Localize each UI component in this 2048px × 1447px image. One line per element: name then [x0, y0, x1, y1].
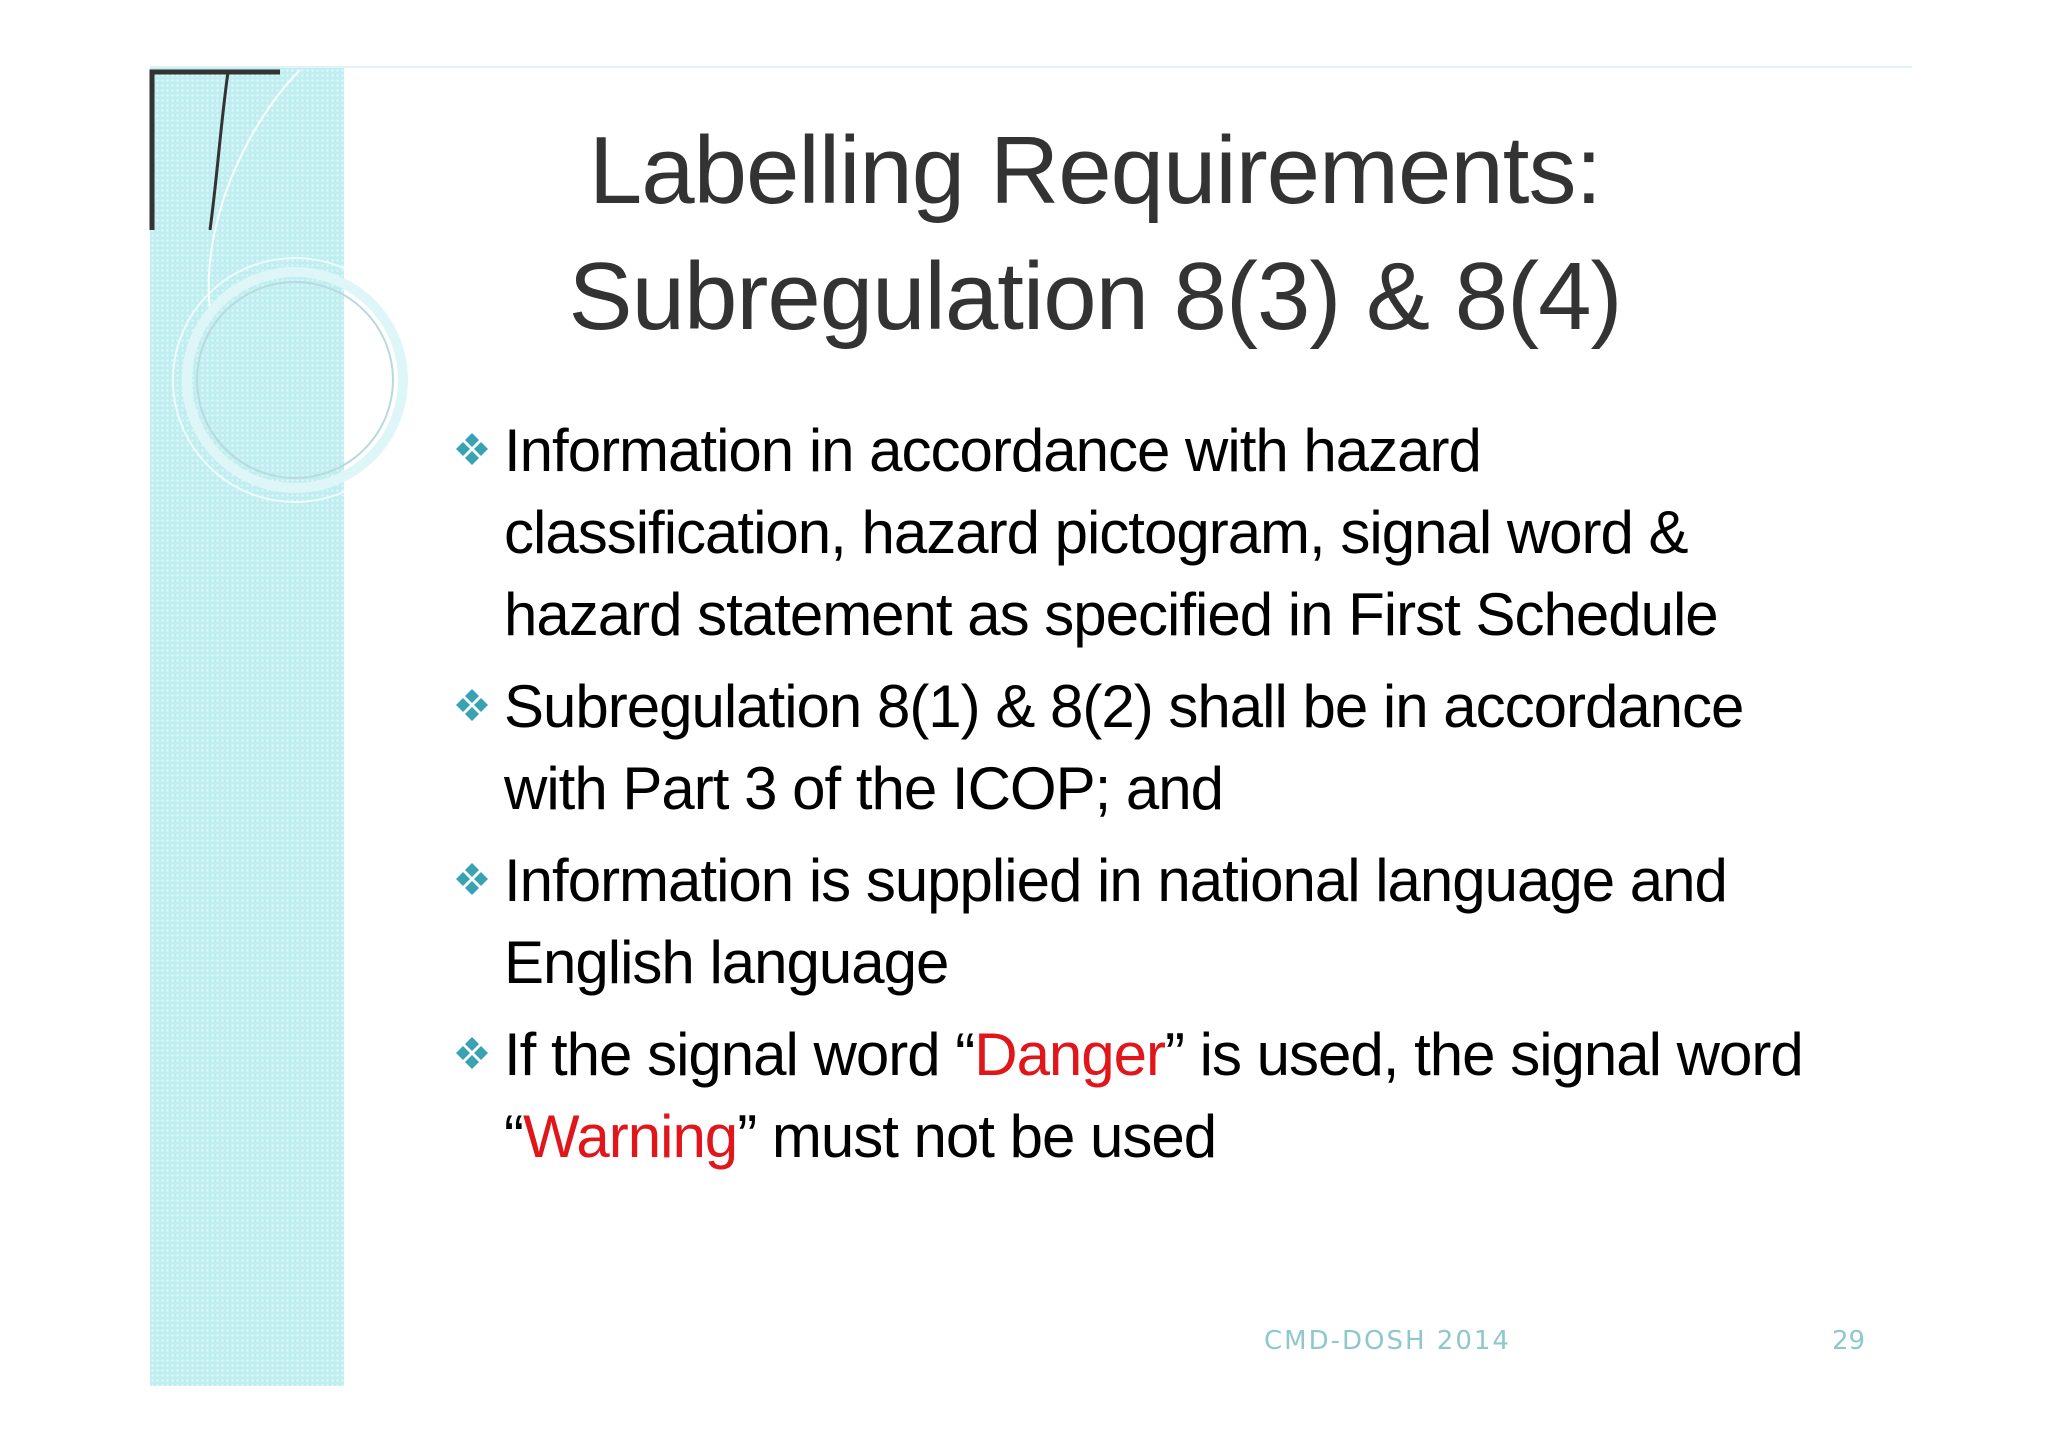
four-diamond-bullet-icon — [452, 429, 492, 469]
four-diamond-bullet-icon — [452, 1033, 492, 1073]
top-divider-line — [150, 66, 1912, 68]
warning-signal-word: Warning — [522, 1103, 738, 1170]
bullet-item — [452, 666, 1812, 830]
page-number: 29 — [1832, 1326, 1866, 1356]
footer-text: CMD-DOSH 2014 — [1264, 1326, 1511, 1356]
bullet-text-part: If the signal word “ — [504, 1021, 975, 1088]
bullet-text-part: ” is used, the signal word “ — [504, 1021, 1803, 1170]
corner-decoration — [140, 60, 360, 500]
bullet-text: Information is supplied in national language and English language — [504, 847, 1727, 996]
danger-signal-word: Danger — [974, 1021, 1166, 1088]
title-line-2: Subregulation 8(3) & 8(4) — [568, 243, 1622, 350]
four-diamond-bullet-icon — [452, 685, 492, 725]
bullet-text: Subregulation 8(1) & 8(2) shall be in accordance with Part 3 of the ICOP; and — [504, 673, 1744, 822]
bullet-text: Information in accordance with hazard classification, hazard pictogram, signal word & hazard statement as specified in First Schedule — [504, 417, 1718, 648]
bullet-item — [452, 840, 1812, 1004]
bullet-item — [452, 1014, 1812, 1178]
bullet-list — [452, 410, 1812, 1188]
slide-title — [430, 108, 1760, 360]
title-line-1: Labelling Requirements: — [588, 117, 1602, 224]
bullet-text-part: ” must not be used — [737, 1103, 1217, 1170]
bullet-item — [452, 410, 1812, 656]
four-diamond-bullet-icon — [452, 859, 492, 899]
